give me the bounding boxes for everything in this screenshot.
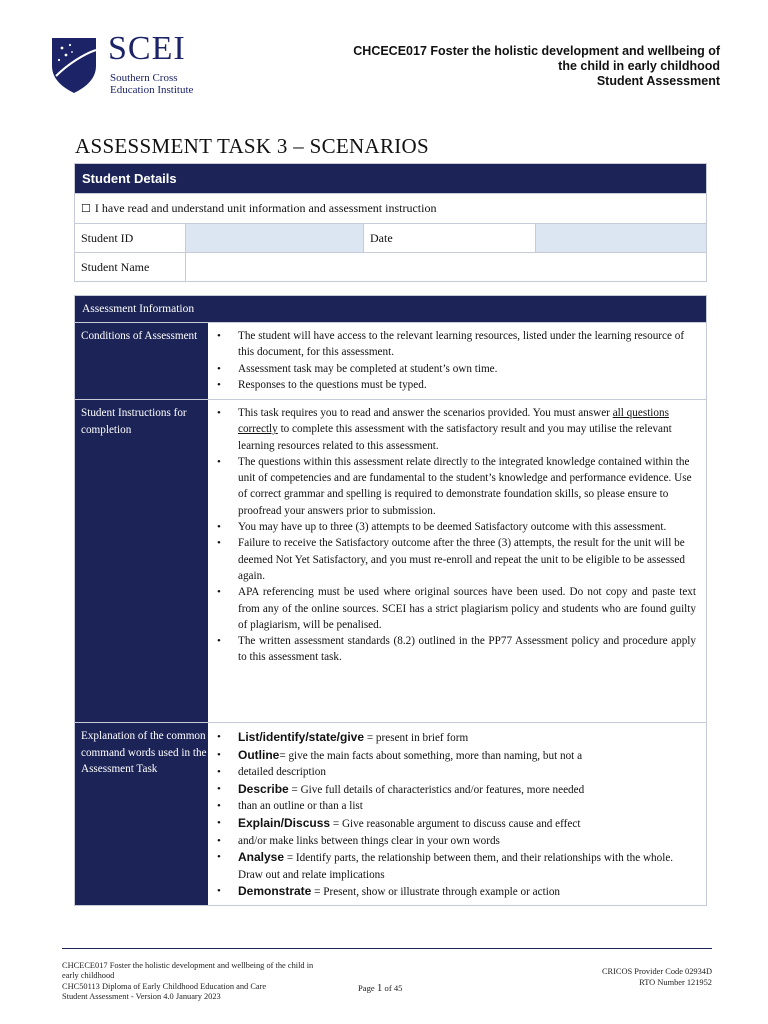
instruction-item: • APA referencing must be used where original sources have been used. Do not copy and paste text from any of the online sources. SCEI has a strict plagiarism policy and students who are found guilty of plagiarism, will be penalised.: [215, 584, 696, 633]
conditions-item: • The student will have access to the relevant learning resources, listed under the learning resource of this document, for this assessment.: [215, 328, 696, 361]
page-number: 1: [376, 982, 383, 994]
logo-subtitle-line1: Southern Cross: [110, 72, 178, 84]
footer-unit: CHCECE017 Foster the holistic development and wellbeing of the child in early childhood: [62, 961, 314, 981]
command-word-item: [215, 815, 696, 833]
command-word-item: [215, 729, 696, 747]
logo-subtitle: [110, 72, 193, 96]
page-indicator: [358, 982, 402, 994]
instructions-content: [215, 405, 696, 666]
instruction-item: • You may have up to three (3) attempts to be deemed Satisfactory outcome with this assessment.: [215, 519, 696, 535]
logo-name: SCEI: [108, 30, 186, 67]
command-definition: = Identify parts, the relationship between them, and their relationships with the whole. Draw out and relate implications: [238, 852, 674, 881]
command-words-section: [75, 722, 706, 905]
conditions-item: • Assessment task may be completed at student’s own time.: [215, 361, 696, 377]
header-line2: the child in early childhood: [558, 59, 720, 73]
instruction-item: • The written assessment standards (8.2) outlined in the PP77 Assessment policy and procedure apply to this assessment task.: [215, 633, 696, 666]
command-word: Explain/Discuss: [238, 815, 331, 830]
instruction-emphasis: all questions correctly: [238, 407, 669, 436]
conditions-item: • Responses to the questions must be typed.: [215, 377, 696, 393]
student-details-heading: Student Details: [75, 164, 706, 193]
student-name-row: [75, 252, 706, 281]
footer-left: [62, 961, 332, 1003]
command-word: Demonstrate: [238, 884, 312, 899]
command-definition-continued: • detailed description: [215, 764, 696, 781]
footer-divider: [62, 948, 712, 949]
shield-icon: [50, 36, 98, 94]
conditions-section: [75, 322, 706, 399]
acknowledgement-checkbox[interactable]: ☐: [81, 202, 91, 215]
command-words-label: Explanation of the common command words used in the Assessment Task: [75, 723, 208, 905]
instruction-item: • Failure to receive the Satisfactory outcome after the three (3) attempts, the result for the unit will be deemed Not Yet Satisfactory, and you must re-enroll and repeat the unit to be eligible to be assessed again.: [215, 535, 696, 584]
header-line1: CHCECE017 Foster the holistic development and wellbeing of: [353, 44, 720, 58]
assessment-information-table: [74, 295, 707, 906]
conditions-label: Conditions of Assessment: [75, 323, 208, 399]
command-definition-continued: • than an outline or than a list: [215, 798, 696, 815]
command-word: List/identify/state/give: [238, 730, 365, 744]
student-id-row: [75, 223, 706, 252]
command-words-content: [215, 729, 696, 901]
instruction-text: to complete this assessment with the satisfactory result and you may utilise the relevant learning resources related to this assessment.: [238, 423, 672, 452]
task-title: ASSESSMENT TASK 3 – SCENARIOS: [75, 134, 429, 158]
instructions-section: [75, 399, 706, 722]
acknowledgement-cell: [75, 194, 436, 223]
footer-right: [602, 966, 712, 988]
command-word: Describe: [238, 781, 289, 796]
page-suffix: of 45: [384, 983, 403, 993]
date-field[interactable]: [535, 224, 706, 252]
student-name-label: Student Name: [81, 259, 150, 274]
instruction-text: This task requires you to read and answer the scenarios provided. You must answer: [238, 407, 613, 419]
student-id-label: Student ID: [81, 230, 134, 245]
conditions-content: [215, 328, 696, 393]
header-line3: Student Assessment: [596, 74, 720, 88]
instruction-item: [215, 405, 696, 454]
date-label: Date: [363, 224, 535, 252]
command-word-item: [215, 747, 696, 765]
command-word-item: [215, 781, 696, 799]
command-definition: = Present, show or illustrate through example or action: [311, 886, 561, 899]
student-details-table: [74, 163, 707, 282]
student-id-field[interactable]: [185, 224, 363, 252]
document-header: [280, 44, 720, 89]
assessment-information-heading: Assessment Information: [75, 296, 706, 322]
acknowledgement-label: I have read and understand unit information and assessment instruction: [94, 201, 437, 215]
instructions-list: [215, 405, 696, 666]
command-word: Analyse: [238, 850, 285, 865]
cricos-code: CRICOS Provider Code 02934D: [601, 967, 712, 976]
command-word: Outline: [238, 747, 280, 762]
footer-qualification: CHC50113 Diploma of Early Childhood Education and Care: [62, 981, 267, 991]
rto-number: RTO Number 121952: [639, 978, 712, 987]
footer-version: Student Assessment - Version 4.0 January 2023: [62, 992, 221, 1002]
command-word-item: [215, 849, 696, 883]
command-word-item: [215, 883, 696, 901]
instruction-item: • The questions within this assessment relate directly to the integrated knowledge contained within the unit of competencies and are fundamental to the student’s knowledge and performance evidence. Use of correct grammar and spelling is required to demonstrate foundation skills, so please ensure to proofread your answers prior to submission.: [215, 454, 696, 519]
command-definition: = give the main facts about something, more than naming, but not a: [279, 749, 583, 762]
command-definition: = Give full details of characteristics and/or features, more needed: [288, 783, 585, 796]
logo-subtitle-line2: Education Institute: [110, 84, 194, 96]
student-name-field[interactable]: [185, 253, 706, 281]
command-definition-continued: • and/or make links between things clear in your own words: [215, 833, 696, 850]
scei-logo: [50, 30, 230, 98]
command-definition: = present in brief form: [364, 732, 469, 744]
conditions-list: [215, 328, 696, 393]
command-definition: = Give reasonable argument to discuss cause and effect: [330, 817, 581, 830]
command-words-list: [215, 729, 696, 901]
instructions-label: Student Instructions for completion: [75, 400, 208, 722]
acknowledgement-row: [75, 193, 706, 223]
page-prefix: Page: [358, 983, 375, 993]
